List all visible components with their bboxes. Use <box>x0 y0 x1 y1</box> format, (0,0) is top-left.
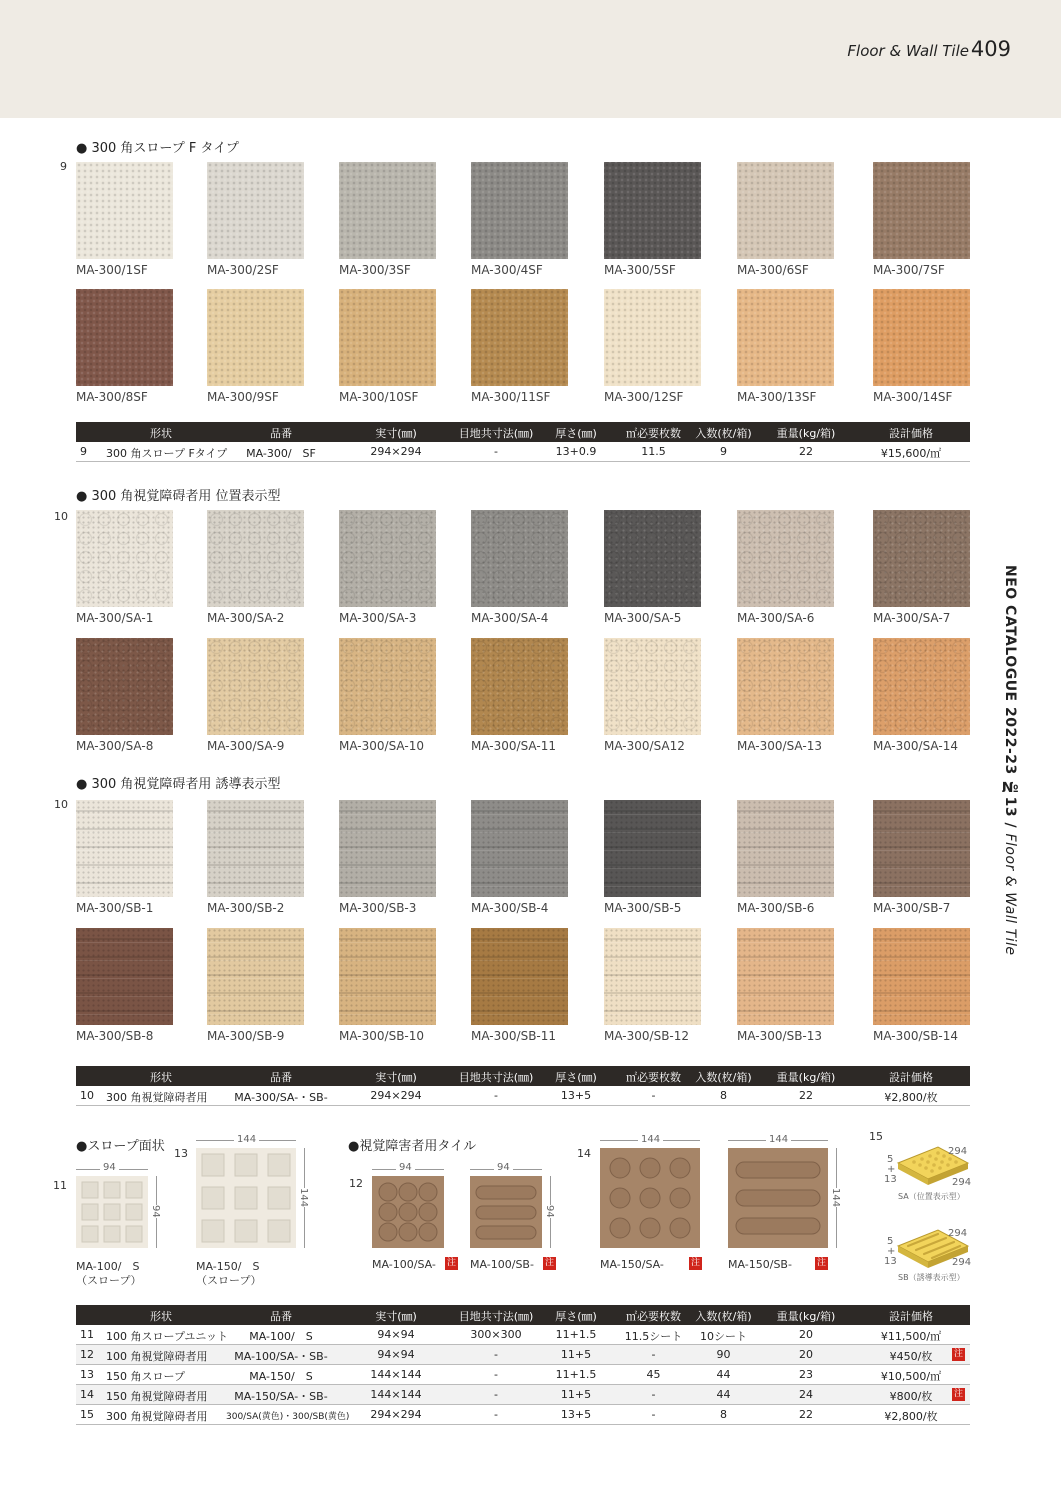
tile-swatch <box>471 800 568 897</box>
cell-price: ¥10,500/㎡ <box>880 1370 942 1383</box>
table-header <box>76 1066 970 1086</box>
cell-per-m2: 11.5 <box>641 445 666 458</box>
tile-swatch <box>339 928 436 1025</box>
tile-code-label: MA-300/7SF <box>873 263 945 277</box>
table-header-cell: 入数(枚/箱) <box>695 1310 752 1323</box>
tile-swatch <box>873 289 970 386</box>
label-ma100-sb: MA-100/SB- <box>470 1258 534 1271</box>
note-badge: 注 <box>447 1258 457 1268</box>
tile-swatch <box>76 162 173 259</box>
cell-per-m2: - <box>651 1089 656 1102</box>
cell-per-m2: 11.5シート <box>624 1330 683 1343</box>
dimension-13: 13 <box>884 1174 897 1185</box>
tile-swatch <box>737 289 834 386</box>
cell-shape: 300 角視覚障碍者用 <box>106 1410 208 1423</box>
table-header-cell: 形状 <box>150 1071 172 1084</box>
cell-code: MA-300/SA-・SB- <box>234 1091 328 1104</box>
cell-shape: 300 角視覚障碍者用 <box>106 1091 208 1104</box>
table-header-cell: 重量(kg/箱) <box>776 1071 836 1084</box>
tile-swatch <box>339 800 436 897</box>
tile-swatch <box>207 510 304 607</box>
tile-swatch <box>471 162 568 259</box>
cell-size: 294×294 <box>370 1408 422 1421</box>
table-header-cell: 実寸(㎜) <box>375 1071 417 1084</box>
section-number: 10 <box>54 510 68 523</box>
table-row <box>76 1325 970 1345</box>
caption-sb: SB（誘導表示型） <box>898 1273 965 1282</box>
tile-swatch <box>207 289 304 386</box>
cell-size: 144×144 <box>370 1368 422 1381</box>
tile-swatch <box>604 510 701 607</box>
item-number-13: 13 <box>174 1147 188 1160</box>
tile-code-label: MA-300/SA-9 <box>207 739 285 753</box>
caption-sa: SA（位置表示型） <box>898 1192 965 1201</box>
cell-thick: 13+5 <box>560 1408 592 1421</box>
tile-code-label: MA-300/SB-8 <box>76 1029 154 1043</box>
table-header-cell: 入数(枚/箱) <box>695 427 752 440</box>
tile-swatch <box>471 510 568 607</box>
label-ma150-slope: MA-150/ S <box>196 1260 260 1273</box>
tile-swatch <box>873 638 970 735</box>
tile-code-label: MA-300/1SF <box>76 263 148 277</box>
cell-size: 94×94 <box>377 1328 415 1341</box>
dimension-294: 294 <box>948 1228 968 1239</box>
tile-code-label: MA-300/12SF <box>604 390 684 404</box>
tile-code-label: MA-300/14SF <box>873 390 953 404</box>
side-text-italic: Floor & Wall Tile <box>1002 833 1018 956</box>
item-number-15: 15 <box>869 1130 883 1143</box>
tile-swatch <box>76 289 173 386</box>
tile-code-label: MA-300/SB-4 <box>471 901 549 915</box>
tile-code-label: MA-300/SA-4 <box>471 611 549 625</box>
table-header-cell: 目地共寸法(㎜) <box>458 1071 534 1084</box>
cell-code: 300/SA(黄色)・300/SB(黄色) <box>226 1412 350 1422</box>
dimension-5: 5 <box>887 1236 894 1247</box>
tile-code-label: MA-300/SA-1 <box>76 611 154 625</box>
dimension-294: 294 <box>952 1177 972 1188</box>
cell-joint: - <box>494 1368 498 1381</box>
tile-swatch <box>207 638 304 735</box>
cell-weight: 24 <box>799 1388 813 1401</box>
tile-swatch <box>471 289 568 386</box>
table-header-cell: 厚さ(㎜) <box>555 427 597 440</box>
cell-qty: 8 <box>720 1089 727 1102</box>
tile-ma100-sa <box>372 1176 444 1248</box>
table-header <box>76 1305 970 1325</box>
table-header-cell: 品番 <box>270 1071 292 1084</box>
tile-code-label: MA-300/SB-11 <box>471 1029 557 1043</box>
table-header-cell: 厚さ(㎜) <box>555 1071 597 1084</box>
tile-swatch <box>339 510 436 607</box>
cell-joint: 300×300 <box>470 1328 522 1341</box>
cell-size: 144×144 <box>370 1388 422 1401</box>
dimension-94: 94 <box>494 1162 513 1173</box>
cell-size: 294×294 <box>370 1089 422 1102</box>
tile-code-label: MA-300/SA-7 <box>873 611 951 625</box>
tile-code-label: MA-300/2SF <box>207 263 279 277</box>
tile-code-label: MA-300/SB-5 <box>604 901 682 915</box>
tile-swatch <box>76 800 173 897</box>
table-row <box>76 1385 970 1405</box>
dimension-144: 144 <box>234 1134 259 1145</box>
cell-weight: 22 <box>799 1408 813 1421</box>
cell-shape: 100 角スロープユニット <box>106 1330 228 1343</box>
tile-swatch <box>873 928 970 1025</box>
tile-code-label: MA-300/4SF <box>471 263 543 277</box>
tile-code-label: MA-300/3SF <box>339 263 411 277</box>
cell-qty: 10シート <box>700 1330 747 1343</box>
cell-price: ¥450/枚 <box>889 1350 933 1363</box>
tile-code-label: MA-300/SA-14 <box>873 739 958 753</box>
tile-code-label: MA-300/SA12 <box>604 739 685 753</box>
label-ma150-sb: MA-150/SB- <box>728 1258 792 1271</box>
dimension-144: 144 <box>830 1188 841 1208</box>
dimension-144: 144 <box>638 1134 663 1145</box>
dimension-13: 13 <box>884 1256 897 1267</box>
table-header-cell: 品番 <box>270 427 292 440</box>
cell-weight: 22 <box>799 445 813 458</box>
tile-ma150-sa <box>600 1148 700 1248</box>
cell-qty: 90 <box>716 1348 731 1361</box>
cell-code: MA-100/ S <box>249 1330 313 1343</box>
item-number-14: 14 <box>577 1147 591 1160</box>
tile-ma150-slope <box>196 1148 296 1248</box>
cell-weight: 22 <box>799 1089 813 1102</box>
tile-swatch <box>339 162 436 259</box>
table-header-cell: 形状 <box>150 427 172 440</box>
cell-qty: 9 <box>720 445 727 458</box>
tile-ma100-slope <box>76 1176 148 1248</box>
tile-code-label: MA-300/10SF <box>339 390 419 404</box>
tile-code-label: MA-300/SB-1 <box>76 901 154 915</box>
tile-swatch <box>873 162 970 259</box>
table-header-cell: ㎡必要枚数 <box>626 1071 681 1084</box>
tile-swatch <box>339 638 436 735</box>
tile-code-label: MA-300/SA-2 <box>207 611 285 625</box>
tile-code-label: MA-300/SB-7 <box>873 901 951 915</box>
cell-code: MA-100/SA-・SB- <box>234 1350 328 1363</box>
cell-joint: - <box>494 445 498 458</box>
note-badge: 注 <box>954 1389 964 1399</box>
tile-code-label: MA-300/SB-9 <box>207 1029 285 1043</box>
dimension-294: 294 <box>948 1146 968 1157</box>
tile-code-label: MA-300/SA-10 <box>339 739 424 753</box>
table-header-cell: ㎡必要枚数 <box>626 427 681 440</box>
table-header-cell: 目地共寸法(㎜) <box>458 427 534 440</box>
tile-code-label: MA-300/8SF <box>76 390 148 404</box>
cell-thick: 11+1.5 <box>555 1368 597 1381</box>
table-row <box>76 442 970 462</box>
cell-thick: 11+5 <box>560 1348 592 1361</box>
tile-code-label: MA-300/SA-3 <box>339 611 417 625</box>
tile-code-label: MA-300/SB-13 <box>737 1029 823 1043</box>
slope-pattern-11 <box>76 1176 148 1248</box>
table-header-cell: 実寸(㎜) <box>375 1310 417 1323</box>
row-number: 13 <box>80 1368 94 1381</box>
tile-code-label: MA-300/5SF <box>604 263 676 277</box>
dot-pattern-12 <box>372 1176 444 1248</box>
cell-thick: 13+5 <box>560 1089 592 1102</box>
table-header-cell: 品番 <box>270 1310 292 1323</box>
tile-code-label: MA-300/SA-8 <box>76 739 154 753</box>
table-header-cell: 設計価格 <box>889 1310 933 1323</box>
tile-swatch <box>737 638 834 735</box>
row-number: 9 <box>80 445 87 458</box>
tile-code-label: MA-300/SB-3 <box>339 901 417 915</box>
row-number: 15 <box>80 1408 94 1421</box>
table-row <box>76 1365 970 1385</box>
page-number: 409 <box>970 37 1011 61</box>
note-badge: 注 <box>817 1258 827 1268</box>
note-badge: 注 <box>691 1258 701 1268</box>
cell-per-m2: 45 <box>646 1368 661 1381</box>
row-number: 11 <box>80 1328 94 1341</box>
tile-swatch <box>471 638 568 735</box>
tile-ma100-sb <box>470 1176 542 1248</box>
tile-swatch <box>737 928 834 1025</box>
tile-swatch <box>604 638 701 735</box>
tile-swatch <box>604 928 701 1025</box>
cell-price: ¥800/枚 <box>889 1390 933 1403</box>
cell-price: ¥2,800/枚 <box>884 1410 938 1423</box>
cell-code: MA-300/ SF <box>246 447 316 460</box>
side-text-bold: NEO CATALOGUE 2022-23 №13 / <box>1002 565 1018 834</box>
cell-size: 294×294 <box>370 445 422 458</box>
bar-pattern-12 <box>470 1176 542 1248</box>
cell-price: ¥15,600/㎡ <box>880 447 942 460</box>
dimension-294: 294 <box>952 1257 972 1268</box>
tile-swatch <box>76 638 173 735</box>
cell-shape: 100 角視覚障碍者用 <box>106 1350 208 1363</box>
item-number-12: 12 <box>349 1177 363 1190</box>
tile-code-label: MA-300/SA-6 <box>737 611 815 625</box>
cell-qty: 44 <box>716 1368 731 1381</box>
cell-weight: 23 <box>799 1368 813 1381</box>
cell-weight: 20 <box>799 1328 813 1341</box>
tile-code-label: MA-300/13SF <box>737 390 817 404</box>
row-number: 10 <box>80 1089 94 1102</box>
tile-code-label: MA-300/SB-14 <box>873 1029 959 1043</box>
dimension-94: 94 <box>544 1205 555 1218</box>
tile-swatch <box>339 289 436 386</box>
note-badge: 注 <box>545 1258 555 1268</box>
cell-code: MA-150/ S <box>249 1370 313 1383</box>
section-title-guide: ● 300 角視覚障碍者用 誘導表示型 <box>76 777 281 792</box>
section-number: 9 <box>60 160 67 173</box>
tile-swatch <box>76 510 173 607</box>
tile-code-label: MA-300/11SF <box>471 390 551 404</box>
tile-swatch <box>604 800 701 897</box>
dot-pattern-14 <box>600 1148 700 1248</box>
cell-qty: 8 <box>720 1408 727 1421</box>
label-ma100-slope: MA-100/ S <box>76 1260 140 1273</box>
row-number: 12 <box>80 1348 94 1361</box>
cell-shape: 300 角スロープ Fタイプ <box>106 447 228 460</box>
table-row <box>76 1405 970 1425</box>
cell-shape: 150 角視覚障碍者用 <box>106 1390 208 1403</box>
tile-swatch <box>737 162 834 259</box>
tile-ma150-sb <box>728 1148 828 1248</box>
tile-swatch <box>471 928 568 1025</box>
tile-swatch <box>207 800 304 897</box>
table-header-cell: 形状 <box>150 1310 172 1323</box>
side-catalogue-text <box>1002 565 1018 955</box>
tile-swatch <box>737 800 834 897</box>
dimension-94: 94 <box>100 1162 119 1173</box>
label-slope-note: （スロープ） <box>76 1274 142 1287</box>
cell-price: ¥2,800/枚 <box>884 1091 938 1104</box>
section-number: 10 <box>54 798 68 811</box>
tile-code-label: MA-300/SA-5 <box>604 611 682 625</box>
label-ma100-sa: MA-100/SA- <box>372 1258 436 1271</box>
table-row <box>76 1086 970 1106</box>
section-title-slope-surface: ●スロープ面状 <box>76 1139 165 1154</box>
tile-swatch <box>873 510 970 607</box>
row-number: 14 <box>80 1388 94 1401</box>
label-slope-note: （スロープ） <box>196 1274 262 1287</box>
note-badge: 注 <box>954 1349 964 1359</box>
section-title-vision-tile: ●視覚障害者用タイル <box>348 1139 477 1154</box>
item-number-11: 11 <box>53 1179 67 1192</box>
cell-shape: 150 角スロープ <box>106 1370 185 1383</box>
table-header-cell: 実寸(㎜) <box>375 427 417 440</box>
dimension-94: 94 <box>150 1205 161 1218</box>
cell-qty: 44 <box>716 1388 731 1401</box>
tile-code-label: MA-300/SB-12 <box>604 1029 690 1043</box>
tile-code-label: MA-300/9SF <box>207 390 279 404</box>
section-title-slope-f: ● 300 角スロープ F タイプ <box>76 141 239 156</box>
table-header-cell: 設計価格 <box>889 1071 933 1084</box>
tile-code-label: MA-300/SA-13 <box>737 739 822 753</box>
dimension-144: 144 <box>766 1134 791 1145</box>
cell-joint: - <box>494 1408 498 1421</box>
table-header-cell: 厚さ(㎜) <box>555 1310 597 1323</box>
tile-code-label: MA-300/6SF <box>737 263 809 277</box>
cell-weight: 20 <box>799 1348 813 1361</box>
cell-joint: - <box>494 1348 498 1361</box>
table-row <box>76 1345 970 1365</box>
cell-per-m2: - <box>651 1408 656 1421</box>
dimension-94: 94 <box>396 1162 415 1173</box>
page-header <box>0 0 1061 118</box>
bar-pattern-14 <box>728 1148 828 1248</box>
table-header-cell: 重量(kg/箱) <box>776 1310 836 1323</box>
slope-pattern-13 <box>196 1148 296 1248</box>
tile-swatch <box>604 289 701 386</box>
cell-per-m2: - <box>651 1388 656 1401</box>
label-ma150-sa: MA-150/SA- <box>600 1258 664 1271</box>
cell-code: MA-150/SA-・SB- <box>234 1390 328 1403</box>
table-header-cell: 入数(枚/箱) <box>695 1071 752 1084</box>
tile-swatch <box>207 162 304 259</box>
cell-joint: - <box>494 1089 498 1102</box>
dimension-5: 5 <box>887 1154 894 1165</box>
tile-code-label: MA-300/SB-6 <box>737 901 815 915</box>
cell-size: 94×94 <box>377 1348 415 1361</box>
table-header-cell: 目地共寸法(㎜) <box>458 1310 534 1323</box>
table-header-cell: ㎡必要枚数 <box>626 1310 681 1323</box>
tile-swatch <box>207 928 304 1025</box>
table-header <box>76 422 970 442</box>
cell-price: ¥11,500/㎡ <box>880 1330 942 1343</box>
tile-swatch <box>737 510 834 607</box>
cell-per-m2: - <box>651 1348 656 1361</box>
tile-swatch <box>873 800 970 897</box>
cell-joint: - <box>494 1388 498 1401</box>
dimension-plus: + <box>887 1246 896 1257</box>
table-header-cell: 設計価格 <box>889 427 933 440</box>
table-header-cell: 重量(kg/箱) <box>776 427 836 440</box>
cell-thick: 13+0.9 <box>555 445 597 458</box>
tile-swatch <box>604 162 701 259</box>
cell-thick: 11+5 <box>560 1388 592 1401</box>
header-title: Floor & Wall Tile <box>847 42 969 60</box>
dimension-plus: + <box>887 1164 896 1175</box>
cell-thick: 11+1.5 <box>555 1328 597 1341</box>
tile-code-label: MA-300/SB-2 <box>207 901 285 915</box>
section-title-position: ● 300 角視覚障碍者用 位置表示型 <box>76 489 281 504</box>
dimension-144: 144 <box>298 1188 309 1208</box>
tile-code-label: MA-300/SB-10 <box>339 1029 425 1043</box>
tile-code-label: MA-300/SA-11 <box>471 739 556 753</box>
tile-swatch <box>76 928 173 1025</box>
